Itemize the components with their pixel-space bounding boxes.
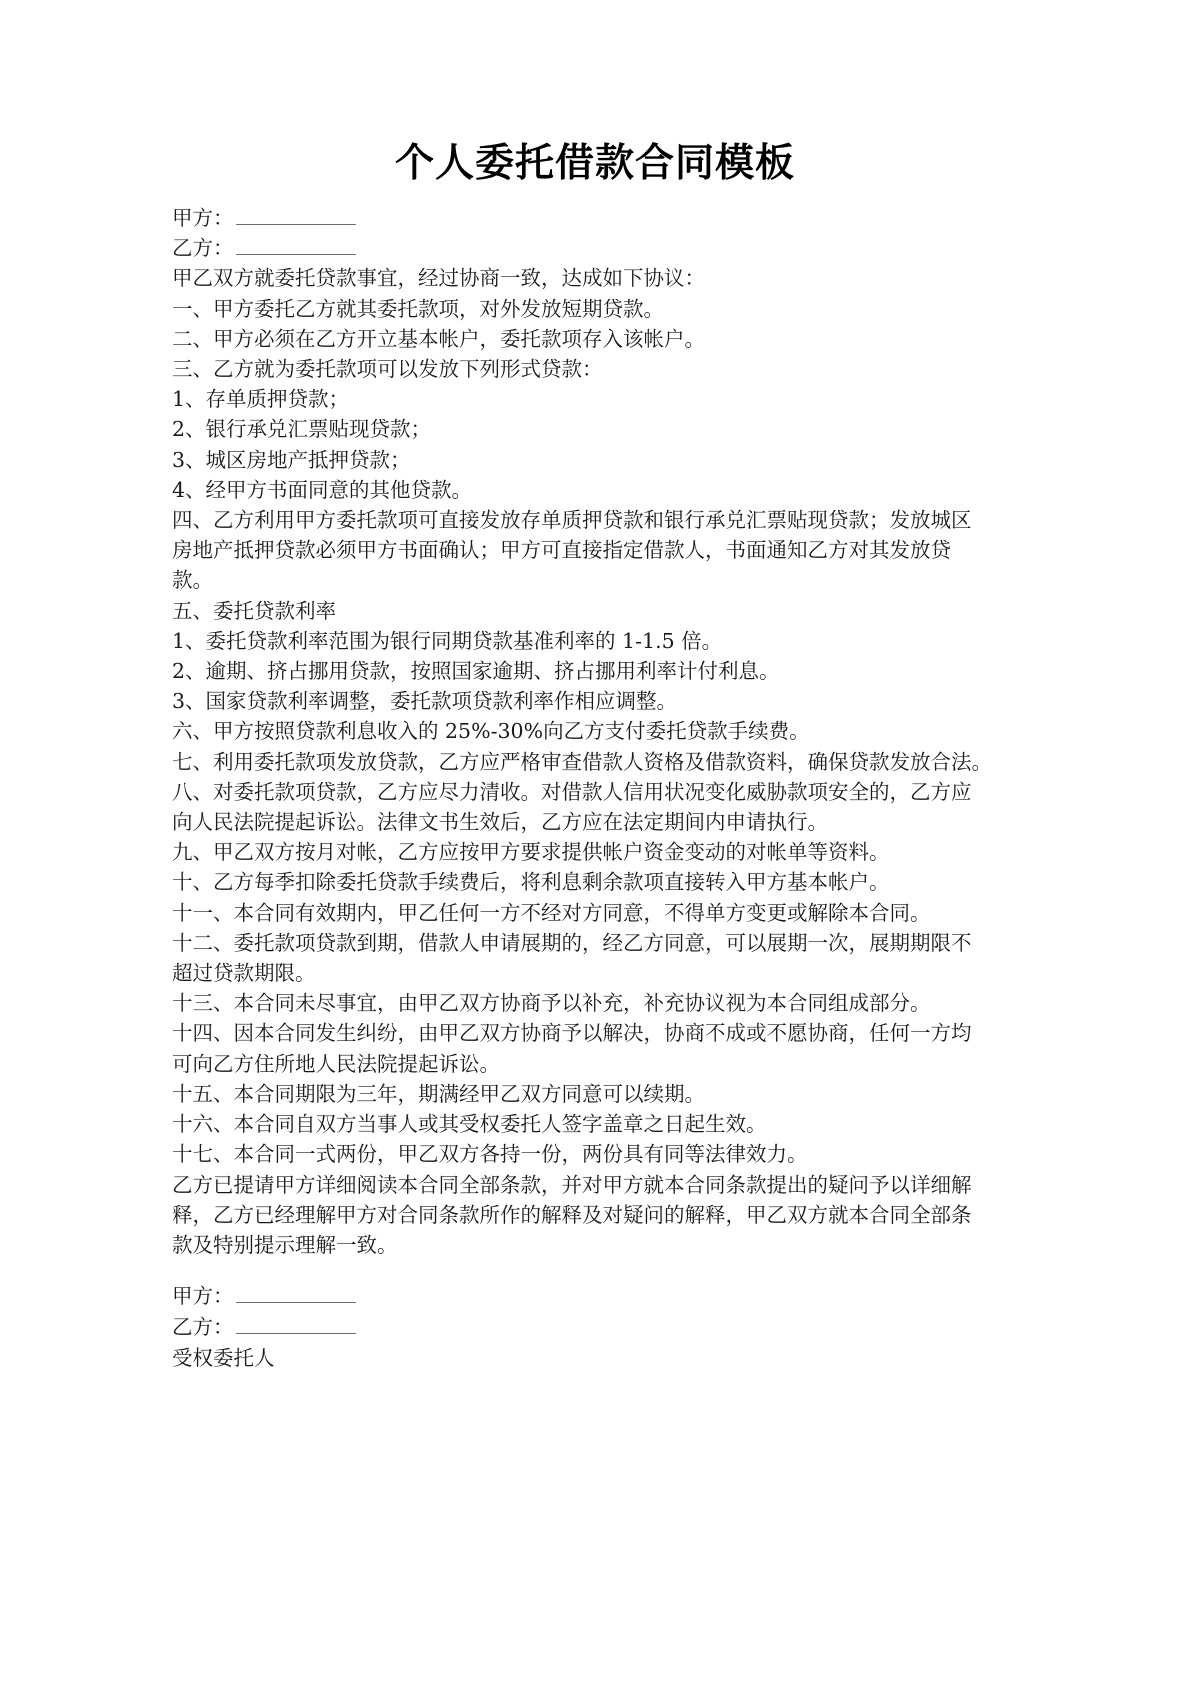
clause-15: 十五、本合同期限为三年，期满经甲乙双方同意可以续期。 (172, 1081, 705, 1106)
header-field-party-a (172, 203, 988, 233)
clause-17: 十七、本合同一式两份，甲乙双方各持一份，两份具有同等法律效力。 (172, 1142, 808, 1167)
signature-field-party-a-label: 甲方： (172, 1284, 234, 1308)
clause-11: 十一、本合同有效期内，甲乙任何一方不经对方同意，不得单方变更或解除本合同。 (172, 900, 931, 925)
clause-8: 八、对委托款项贷款，乙方应尽力清收。对借款人信用状况变化威胁款项安全的，乙方应向人民法院提起诉讼。法律文书生效后，乙方应在法定期间内申请执行。 (172, 779, 972, 835)
clause-1: 一、甲方委托乙方就其委托款项，对外发放短期贷款。 (172, 296, 664, 321)
clause-10: 十、乙方每季扣除委托贷款手续费后，将利息剩余款项直接转入甲方基本帐户。 (172, 870, 890, 895)
clause-4: 四、乙方利用甲方委托款项可直接发放存单质押贷款和银行承兑汇票贴现贷款；发放城区房地产抵押贷款必须甲方书面确认；甲方可直接指定借款人，书面通知乙方对其发放贷款。 (172, 508, 972, 593)
clause-3-item-3: 3、城区房地产抵押贷款； (172, 447, 411, 472)
clause-7: 七、利用委托款项发放贷款，乙方应严格审查借款人资格及借款资料，确保贷款发放合法。 (172, 749, 992, 774)
signature-note: 受权委托人 (172, 1346, 275, 1370)
signature-field-party-b (172, 1312, 988, 1343)
page-title: 个人委托借款合同模板 (394, 141, 795, 186)
clause-16: 十六、本合同自双方当事人或其受权委托人签字盖章之日起生效。 (172, 1112, 767, 1137)
signature-field-party-a-blank[interactable] (236, 1284, 356, 1303)
clause-13: 十三、本合同未尽事宜，由甲乙双方协商予以补充，补充协议视为本合同组成部分。 (172, 991, 931, 1016)
signature-field-party-a (172, 1281, 988, 1312)
clause-5-item-3: 3、国家贷款利率调整，委托款项贷款利率作相应调整。 (172, 689, 678, 714)
intro-paragraph: 甲乙双方就委托贷款事宜，经过协商一致，达成如下协议： (172, 266, 705, 291)
header-field-party-b-blank[interactable] (236, 236, 356, 255)
header-field-party-a-blank[interactable] (236, 206, 356, 225)
signature-block (172, 1281, 988, 1374)
signature-field-party-b-label: 乙方： (172, 1315, 234, 1339)
clause-6: 六、甲方按照贷款利息收入的 25%-30%向乙方支付委托贷款手续费。 (172, 719, 810, 744)
clause-5-item-2: 2、逾期、挤占挪用贷款，按照国家逾期、挤占挪用利率计付利息。 (172, 659, 780, 684)
clause-12: 十二、委托款项贷款到期，借款人申请展期的，经乙方同意，可以展期一次，展期期限不超过贷款期限。 (172, 930, 972, 986)
clause-5-item-1: 1、委托贷款利率范围为银行同期贷款基准利率的 1-1.5 倍。 (172, 628, 723, 653)
document-body (172, 203, 992, 1260)
header-field-party-a-label: 甲方： (172, 206, 234, 230)
header-field-party-b (172, 233, 988, 263)
clause-5: 五、委托贷款利率 (172, 598, 336, 623)
clause-14: 十四、因本合同发生纠纷，由甲乙双方协商予以解决，协商不成或不愿协商，任何一方均可向乙方住所地人民法院提起诉讼。 (172, 1021, 972, 1076)
clause-3-item-4: 4、经甲方书面同意的其他贷款。 (172, 477, 473, 502)
header-field-party-b-label: 乙方： (172, 236, 234, 261)
clause-2: 二、甲方必须在乙方开立基本帐户，委托款项存入该帐户。 (172, 326, 705, 351)
clause-3-item-2: 2、银行承兑汇票贴现贷款； (172, 417, 432, 442)
clause-3-item-1: 1、存单质押贷款； (172, 387, 350, 412)
clause-9: 九、甲乙双方按月对帐，乙方应按甲方要求提供帐户资金变动的对帐单等资料。 (172, 840, 890, 865)
clause-3: 三、乙方就为委托款项可以发放下列形式贷款： (172, 357, 603, 382)
signature-field-party-b-blank[interactable] (236, 1315, 356, 1334)
closing-paragraph: 乙方已提请甲方详细阅读本合同全部条款，并对甲方就本合同条款提出的疑问予以详细解释，乙方已经理解甲方对合同条款所作的解释及对疑问的解释，甲乙双方就本合同全部条款及特别提示理解一致。 (172, 1172, 972, 1257)
